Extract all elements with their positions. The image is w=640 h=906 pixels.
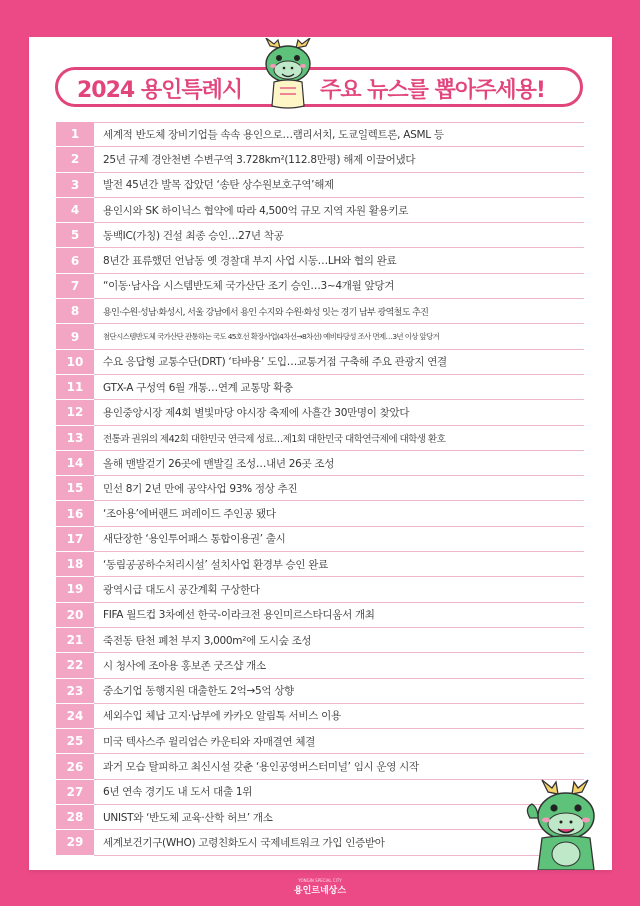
- item-text: 발전 45년간 발목 잡았던 ‘송탄 상수원보호구역’해제: [94, 173, 584, 198]
- item-text: 과거 모습 탈피하고 최신시설 갖춘 ‘용인공영버스터미널’ 임시 운영 시작: [94, 754, 584, 779]
- list-item: [56, 173, 584, 198]
- item-number: 27: [56, 780, 94, 805]
- item-text: 새단장한 ‘용인투어패스 통합이용권’ 출시: [94, 527, 584, 552]
- item-text: 민선 8기 2년 만에 공약사업 93% 정상 추진: [94, 476, 584, 501]
- item-text: 수요 응답형 교통수단(DRT) ‘타바용’ 도입…교통거점 구축해 주요 관광지 연결: [94, 350, 584, 375]
- item-number: 23: [56, 679, 94, 704]
- list-item: [56, 451, 584, 476]
- item-text: FIFA 월드컵 3차예선 한국-이라크전 용인미르스타디움서 개최: [94, 603, 584, 628]
- waving-dragon-mascot-icon: [520, 778, 612, 870]
- list-item: [56, 653, 584, 678]
- item-number: 14: [56, 451, 94, 476]
- footer-logo-main: 용인르네상스: [293, 886, 347, 896]
- dragon-mascot-icon: [258, 38, 318, 110]
- list-item: [56, 476, 584, 501]
- list-item: [56, 628, 584, 653]
- list-item: [56, 198, 584, 223]
- list-item: [56, 147, 584, 172]
- list-item: [56, 552, 584, 577]
- list-item: [56, 350, 584, 375]
- item-number: 4: [56, 198, 94, 223]
- list-item: [56, 704, 584, 729]
- item-number: 2: [56, 147, 94, 172]
- item-number: 20: [56, 603, 94, 628]
- item-number: 29: [56, 830, 94, 855]
- item-text: 6년 연속 경기도 내 도서 대출 1위: [94, 780, 584, 805]
- item-number: 12: [56, 400, 94, 425]
- news-list: [56, 122, 584, 856]
- item-number: 1: [56, 122, 94, 147]
- item-number: 10: [56, 350, 94, 375]
- list-item: [56, 426, 584, 451]
- item-number: 11: [56, 375, 94, 400]
- item-text: 전통과 권위의 제42회 대한민국 연극제 성료…제1회 대한민국 대학연극제에 대학생 환호: [94, 426, 584, 451]
- list-item: [56, 122, 584, 147]
- item-number: 25: [56, 729, 94, 754]
- item-number: 19: [56, 577, 94, 602]
- item-text: 용인시와 SK 하이닉스 협약에 따라 4,500억 규모 지역 자원 활용키로: [94, 198, 584, 223]
- list-item: [56, 805, 584, 830]
- item-number: 16: [56, 501, 94, 526]
- item-number: 8: [56, 299, 94, 324]
- item-text: 용인·수원·성남·화성시, 서울 강남에서 용인 수지와 수원·화성 잇는 경기 남부 광역철도 추진: [94, 299, 584, 324]
- item-text: 세계보건기구(WHO) 고령친화도시 국제네트워크 가입 인증받아: [94, 830, 584, 855]
- item-text: UNIST와 ‘반도체 교육·산학 허브’ 개소: [94, 805, 584, 830]
- title-right: 주요 뉴스를 뽑아주세용!: [320, 78, 545, 103]
- item-text: 8년간 표류했던 언남동 옛 경찰대 부지 사업 시동…LH와 협의 완료: [94, 248, 584, 273]
- item-text: 미국 텍사스주 윌리엄슨 카운티와 자매결연 체결: [94, 729, 584, 754]
- item-number: 6: [56, 248, 94, 273]
- list-item: [56, 324, 584, 349]
- item-number: 26: [56, 754, 94, 779]
- list-item: [56, 299, 584, 324]
- item-number: 28: [56, 805, 94, 830]
- item-text: 25년 규제 경안천변 수변구역 3.728km²(112.8만평) 해제 이끌어냈다: [94, 147, 584, 172]
- list-item: [56, 679, 584, 704]
- list-item: [56, 400, 584, 425]
- item-text: 세계적 반도체 장비기업들 속속 용인으로…램리서치, 도쿄일렉트론, ASML 등: [94, 122, 584, 147]
- item-text: 광역시급 대도시 공간계획 구상한다: [94, 577, 584, 602]
- item-number: 9: [56, 324, 94, 349]
- list-item: [56, 375, 584, 400]
- item-text: 중소기업 동행지원 대출한도 2억→5억 상향: [94, 679, 584, 704]
- item-text: GTX-A 구성역 6월 개통…연계 교통망 확충: [94, 375, 584, 400]
- footer-logo: [284, 878, 356, 896]
- item-text: 죽전동 탄천 폐천 부지 3,000m²에 도시숲 조성: [94, 628, 584, 653]
- list-item: [56, 274, 584, 299]
- item-text: 동백IC(가칭) 건설 최종 승인…27년 착공: [94, 223, 584, 248]
- item-number: 21: [56, 628, 94, 653]
- item-number: 24: [56, 704, 94, 729]
- item-text: 용인중앙시장 제4회 별빛마당 야시장 축제에 사흘간 30만명이 찾았다: [94, 400, 584, 425]
- list-item: [56, 223, 584, 248]
- list-item: [56, 754, 584, 779]
- list-item: [56, 830, 584, 855]
- item-text: 시 청사에 조아용 홍보존 굿즈샵 개소: [94, 653, 584, 678]
- item-text: “이동·남사읍 시스템반도체 국가산단 조기 승인…3~4개월 앞당겨: [94, 274, 584, 299]
- item-text: ‘조아용’에버랜드 퍼레이드 주인공 됐다: [94, 501, 584, 526]
- list-item: [56, 577, 584, 602]
- item-number: 3: [56, 173, 94, 198]
- item-text: 올해 맨발걷기 26곳에 맨발길 조성…내년 26곳 조성: [94, 451, 584, 476]
- item-number: 17: [56, 527, 94, 552]
- list-item: [56, 780, 584, 805]
- list-item: [56, 248, 584, 273]
- item-text: ‘동림공공하수처리시설’ 설치사업 환경부 승인 완료: [94, 552, 584, 577]
- list-item: [56, 729, 584, 754]
- title-left: 2024 용인특례시: [77, 78, 243, 103]
- item-text: 세외수입 체납 고지·납부에 카카오 알림톡 서비스 이용: [94, 704, 584, 729]
- footer-logo-sub: YONGIN SPECIAL CITY: [298, 878, 342, 883]
- item-number: 5: [56, 223, 94, 248]
- item-text: 첨단시스템반도체 국가산단 관통하는 국도 45호선 확장사업(4차선→8차선) 예비타당성 조사 면제…3년 이상 앞당겨: [94, 324, 584, 349]
- item-number: 15: [56, 476, 94, 501]
- item-number: 22: [56, 653, 94, 678]
- list-item: [56, 603, 584, 628]
- list-item: [56, 527, 584, 552]
- list-item: [56, 501, 584, 526]
- item-number: 7: [56, 274, 94, 299]
- item-number: 13: [56, 426, 94, 451]
- item-number: 18: [56, 552, 94, 577]
